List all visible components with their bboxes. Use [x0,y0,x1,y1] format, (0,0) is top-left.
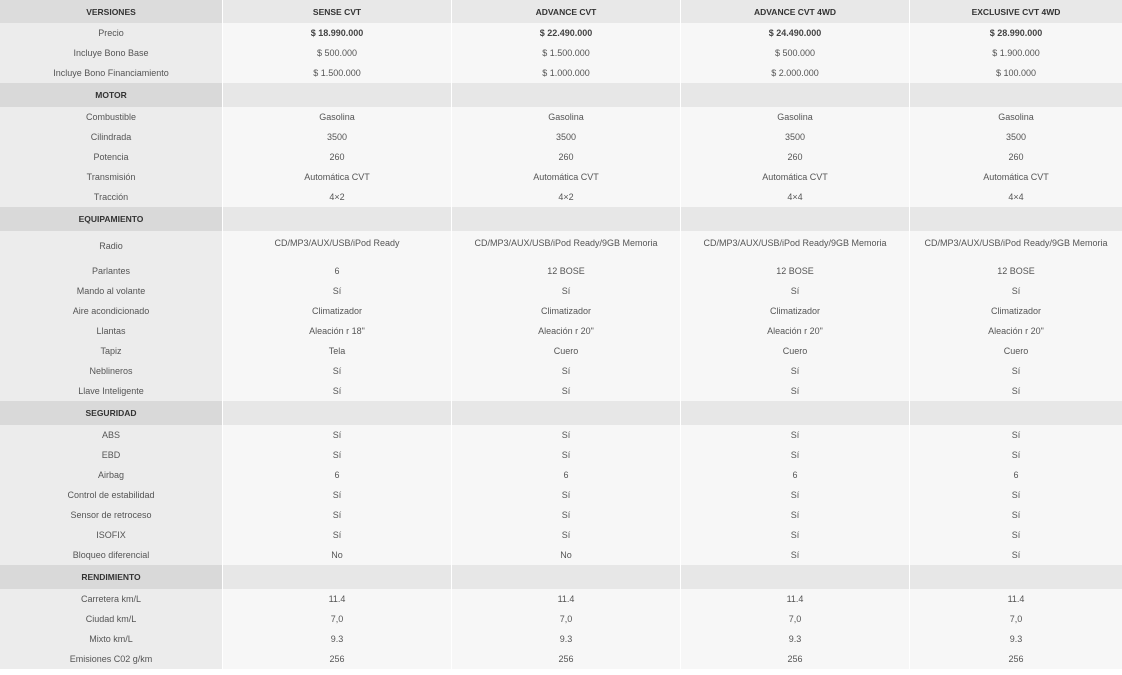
value-cell: Automática CVT [909,167,1122,187]
section-header-row [0,401,1122,425]
table-row [0,261,1122,281]
value-cell: Sí [451,281,680,301]
row-label: Radio [0,231,222,261]
value-cell: Sí [222,361,451,381]
table-row [0,525,1122,545]
value-cell: 4×4 [680,187,909,207]
table-row [0,609,1122,629]
value-cell: Sí [680,525,909,545]
table-row [0,589,1122,609]
value-cell: 260 [451,147,680,167]
section-empty-cell [909,565,1122,589]
value-cell: Sí [451,361,680,381]
row-label: Emisiones C02 g/km [0,649,222,669]
value-cell: 3500 [680,127,909,147]
table-row [0,381,1122,401]
value-cell: Sí [222,505,451,525]
value-cell: 256 [909,649,1122,669]
value-cell: 260 [680,147,909,167]
value-cell: Sí [909,445,1122,465]
table-row [0,167,1122,187]
section-empty-cell [222,565,451,589]
section-empty-cell [680,83,909,107]
table-row [0,231,1122,261]
section-empty-cell [909,83,1122,107]
table-row [0,281,1122,301]
row-label: Sensor de retroceso [0,505,222,525]
value-cell: Sí [451,525,680,545]
section-header-row [0,207,1122,231]
value-cell: $ 24.490.000 [680,23,909,43]
row-label: Tapiz [0,341,222,361]
table-row [0,629,1122,649]
row-label: Aire acondicionado [0,301,222,321]
value-cell: Sí [680,445,909,465]
value-cell: Sí [680,281,909,301]
value-cell: Sí [222,381,451,401]
table-row [0,127,1122,147]
value-cell: Sí [909,425,1122,445]
value-cell: 4×2 [222,187,451,207]
value-cell: Automática CVT [451,167,680,187]
value-cell: Sí [680,381,909,401]
value-cell: $ 22.490.000 [451,23,680,43]
value-cell: Sí [222,445,451,465]
value-cell: CD/MP3/AUX/USB/iPod Ready/9GB Memoria [680,231,909,261]
value-cell: Sí [222,425,451,445]
row-label: Carretera km/L [0,589,222,609]
header-version-1: SENSE CVT [222,0,451,23]
value-cell: 9.3 [222,629,451,649]
row-label: Mando al volante [0,281,222,301]
value-cell: $ 2.000.000 [680,63,909,83]
value-cell: 260 [222,147,451,167]
header-version-2: ADVANCE CVT [451,0,680,23]
value-cell: Sí [909,361,1122,381]
value-cell: Sí [909,281,1122,301]
value-cell: Gasolina [909,107,1122,127]
value-cell: 11.4 [680,589,909,609]
value-cell: $ 18.990.000 [222,23,451,43]
value-cell: 7,0 [680,609,909,629]
value-cell: Automática CVT [680,167,909,187]
value-cell: Gasolina [222,107,451,127]
value-cell: Aleación r 20" [909,321,1122,341]
row-label: Mixto km/L [0,629,222,649]
value-cell: Aleación r 20" [451,321,680,341]
section-empty-cell [451,401,680,425]
section-empty-cell [222,207,451,231]
value-cell: 6 [680,465,909,485]
table-row [0,341,1122,361]
value-cell: 7,0 [909,609,1122,629]
table-row [0,545,1122,565]
value-cell: Sí [909,525,1122,545]
value-cell: Gasolina [680,107,909,127]
value-cell: Sí [909,485,1122,505]
section-empty-cell [680,565,909,589]
value-cell: Climatizador [680,301,909,321]
table-row [0,465,1122,485]
value-cell: Sí [909,545,1122,565]
value-cell: Sí [451,425,680,445]
value-cell: $ 28.990.000 [909,23,1122,43]
value-cell: Sí [680,505,909,525]
value-cell: 9.3 [909,629,1122,649]
value-cell: 3500 [222,127,451,147]
value-cell: Automática CVT [222,167,451,187]
row-label: Precio [0,23,222,43]
row-label: Control de estabilidad [0,485,222,505]
value-cell: Climatizador [909,301,1122,321]
value-cell: Gasolina [451,107,680,127]
value-cell: 4×2 [451,187,680,207]
section-header-row [0,83,1122,107]
row-label: Tracción [0,187,222,207]
row-label: Airbag [0,465,222,485]
value-cell: Sí [680,485,909,505]
value-cell: Aleación r 20" [680,321,909,341]
value-cell: Sí [451,445,680,465]
row-label: ABS [0,425,222,445]
value-cell: 9.3 [451,629,680,649]
section-header-row [0,565,1122,589]
value-cell: Climatizador [222,301,451,321]
value-cell: $ 100.000 [909,63,1122,83]
value-cell: Tela [222,341,451,361]
value-cell: Sí [680,545,909,565]
section-empty-cell [909,401,1122,425]
value-cell: 3500 [451,127,680,147]
row-label: Potencia [0,147,222,167]
value-cell: Cuero [680,341,909,361]
section-title: RENDIMIENTO [0,565,222,589]
value-cell: Climatizador [451,301,680,321]
table-row [0,445,1122,465]
table-row [0,147,1122,167]
value-cell: CD/MP3/AUX/USB/iPod Ready [222,231,451,261]
row-label: Llave Inteligente [0,381,222,401]
value-cell: No [451,545,680,565]
value-cell: 6 [222,261,451,281]
value-cell: 11.4 [909,589,1122,609]
value-cell: $ 1.000.000 [451,63,680,83]
value-cell: No [222,545,451,565]
table-row [0,649,1122,669]
value-cell: $ 1.500.000 [222,63,451,83]
value-cell: 4×4 [909,187,1122,207]
row-label: Parlantes [0,261,222,281]
header-version-4: EXCLUSIVE CVT 4WD [909,0,1122,23]
value-cell: $ 1.500.000 [451,43,680,63]
value-cell: 12 BOSE [680,261,909,281]
value-cell: Sí [451,381,680,401]
value-cell: Sí [909,505,1122,525]
table-header-row [0,0,1122,23]
value-cell: Cuero [451,341,680,361]
table-row [0,43,1122,63]
value-cell: 260 [909,147,1122,167]
row-label: Transmisión [0,167,222,187]
value-cell: 6 [451,465,680,485]
value-cell: Sí [909,381,1122,401]
section-empty-cell [451,565,680,589]
table-row [0,361,1122,381]
value-cell: 6 [222,465,451,485]
section-empty-cell [222,401,451,425]
table-row [0,107,1122,127]
header-versions-label: VERSIONES [0,0,222,23]
value-cell: Sí [222,525,451,545]
row-label: Neblineros [0,361,222,381]
table-row [0,485,1122,505]
section-empty-cell [451,207,680,231]
section-empty-cell [451,83,680,107]
value-cell: Cuero [909,341,1122,361]
value-cell: 7,0 [222,609,451,629]
row-label: EBD [0,445,222,465]
section-empty-cell [909,207,1122,231]
value-cell: $ 500.000 [222,43,451,63]
value-cell: 12 BOSE [909,261,1122,281]
row-label: Incluye Bono Base [0,43,222,63]
table-row [0,425,1122,445]
value-cell: Sí [680,425,909,445]
table-row [0,23,1122,43]
section-empty-cell [680,401,909,425]
value-cell: Sí [680,361,909,381]
value-cell: $ 1.900.000 [909,43,1122,63]
section-empty-cell [222,83,451,107]
value-cell: $ 500.000 [680,43,909,63]
value-cell: Aleación r 18" [222,321,451,341]
value-cell: 11.4 [451,589,680,609]
value-cell: Sí [222,485,451,505]
row-label: ISOFIX [0,525,222,545]
value-cell: CD/MP3/AUX/USB/iPod Ready/9GB Memoria [451,231,680,261]
row-label: Bloqueo diferencial [0,545,222,565]
table-body [0,23,1122,669]
table-row [0,505,1122,525]
value-cell: 9.3 [680,629,909,649]
value-cell: Sí [222,281,451,301]
row-label: Ciudad km/L [0,609,222,629]
table-row [0,321,1122,341]
table-row [0,301,1122,321]
section-title: MOTOR [0,83,222,107]
value-cell: 256 [222,649,451,669]
section-title: SEGURIDAD [0,401,222,425]
table-row [0,63,1122,83]
value-cell: 6 [909,465,1122,485]
table-row [0,187,1122,207]
value-cell: 3500 [909,127,1122,147]
value-cell: 256 [680,649,909,669]
value-cell: 11.4 [222,589,451,609]
value-cell: 7,0 [451,609,680,629]
value-cell: 256 [451,649,680,669]
value-cell: Sí [451,485,680,505]
row-label: Incluye Bono Financiamiento [0,63,222,83]
row-label: Llantas [0,321,222,341]
section-title: EQUIPAMIENTO [0,207,222,231]
row-label: Cilindrada [0,127,222,147]
row-label: Combustible [0,107,222,127]
value-cell: CD/MP3/AUX/USB/iPod Ready/9GB Memoria [909,231,1122,261]
header-version-3: ADVANCE CVT 4WD [680,0,909,23]
section-empty-cell [680,207,909,231]
value-cell: 12 BOSE [451,261,680,281]
value-cell: Sí [451,505,680,525]
